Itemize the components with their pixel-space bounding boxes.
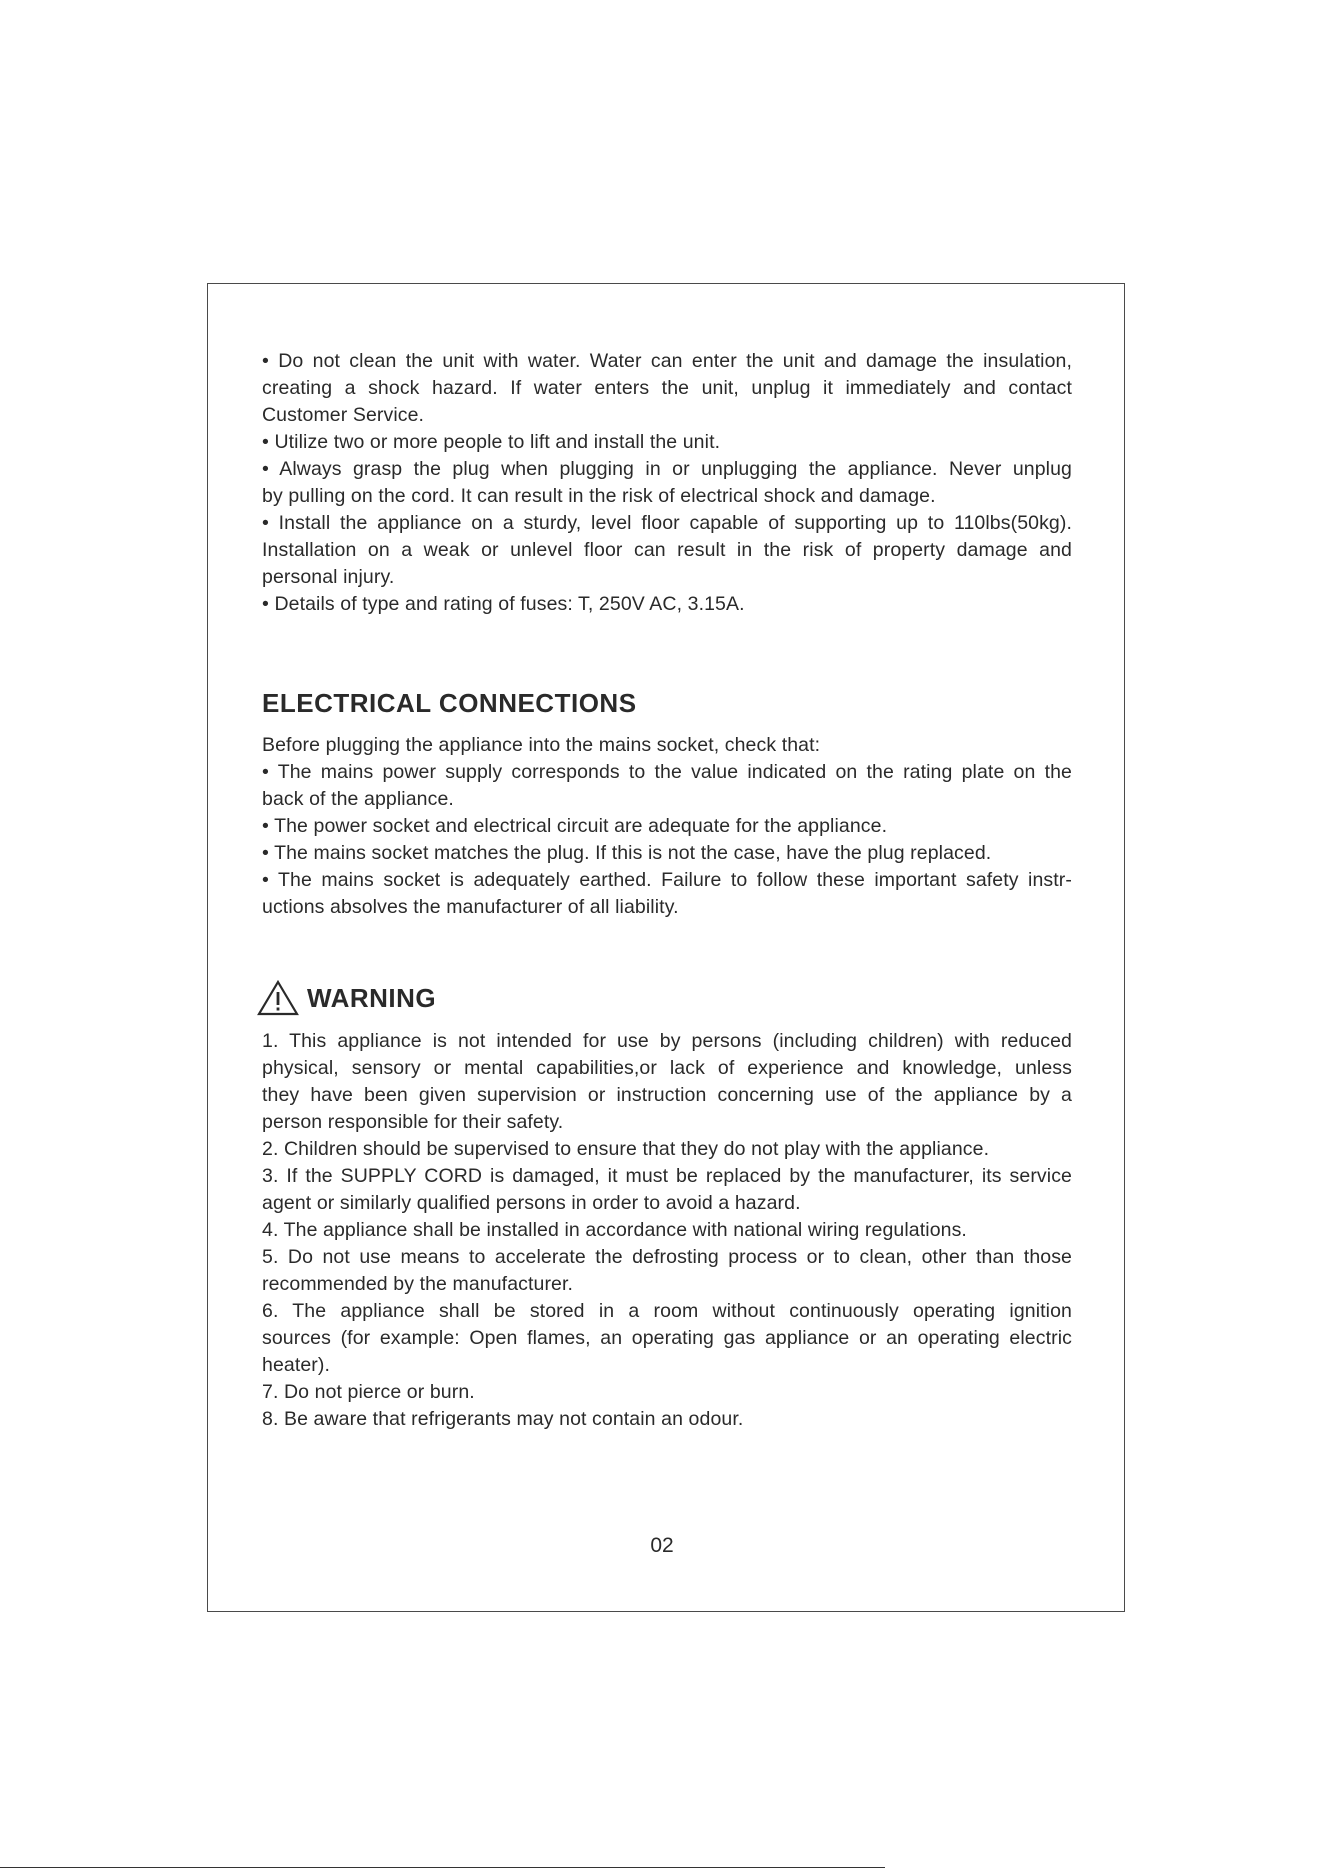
safety-line-1: • Do not clean the unit with water. Water can enter the unit and damage the insulation,	[262, 350, 1072, 372]
electrical-line-5: • The mains socket matches the plug. If this is not the case, have the plug replaced.	[262, 842, 992, 864]
safety-line-5: • Always grasp the plug when plugging in or unplugging the appliance. Never unplug	[262, 458, 1072, 480]
warning-line-13: heater).	[262, 1354, 331, 1376]
safety-line-3: Customer Service.	[262, 404, 425, 426]
warning-line-7: agent or similarly qualified persons in order to avoid a hazard.	[262, 1192, 801, 1214]
warning-heading: WARNING	[307, 983, 437, 1013]
electrical-line-2: • The mains power supply corresponds to the value indicated on the rating plate on the	[262, 761, 1072, 783]
bottom-edge-rule	[0, 1867, 885, 1868]
electrical-line-4: • The power socket and electrical circuit are adequate for the appliance.	[262, 815, 888, 837]
warning-heading-row	[257, 980, 1072, 1016]
safety-line-8: Installation on a weak or unlevel floor can result in the risk of property damage and	[262, 539, 1072, 561]
electrical-line-1: Before plugging the appliance into the mains socket, check that:	[262, 734, 821, 756]
safety-line-10: • Details of type and rating of fuses: T, 250V AC, 3.15A.	[262, 593, 745, 615]
electrical-connections-section	[262, 686, 1072, 921]
warning-line-3: they have been given supervision or instruction concerning use of the appliance by a	[262, 1084, 1072, 1106]
electrical-line-7: uctions absolves the manufacturer of all liability.	[262, 896, 679, 918]
warning-line-12: sources (for example: Open flames, an operating gas appliance or an operating electric	[262, 1327, 1072, 1349]
warning-line-4: person responsible for their safety.	[262, 1111, 564, 1133]
page-number: 02	[650, 1534, 674, 1557]
warning-section	[262, 980, 1072, 1433]
safety-line-6: by pulling on the cord. It can result in the risk of electrical shock and damage.	[262, 485, 936, 507]
safety-line-7: • Install the appliance on a sturdy, level floor capable of supporting up to 110lbs(50kg).	[262, 512, 1072, 534]
electrical-line-6: • The mains socket is adequately earthed. Failure to follow these important safety instr-	[262, 869, 1072, 891]
electrical-heading: ELECTRICAL CONNECTIONS	[262, 688, 637, 718]
warning-line-9: 5. Do not use means to accelerate the defrosting process or to clean, other than those	[262, 1246, 1072, 1268]
warning-line-14: 7. Do not pierce or burn.	[262, 1381, 475, 1403]
electrical-line-3: back of the appliance.	[262, 788, 454, 810]
safety-instructions	[262, 348, 1072, 618]
warning-line-6: 3. If the SUPPLY CORD is damaged, it must be replaced by the manufacturer, its service	[262, 1165, 1072, 1187]
safety-line-4: • Utilize two or more people to lift and install the unit.	[262, 431, 721, 453]
warning-line-5: 2. Children should be supervised to ensure that they do not play with the appliance.	[262, 1138, 990, 1160]
warning-line-2: physical, sensory or mental capabilities,or lack of experience and knowledge, unless	[262, 1057, 1072, 1079]
warning-line-1: 1. This appliance is not intended for use by persons (including children) with reduced	[262, 1030, 1072, 1052]
safety-line-2: creating a shock hazard. If water enters the unit, unplug it immediately and contact	[262, 377, 1072, 399]
warning-line-15: 8. Be aware that refrigerants may not contain an odour.	[262, 1408, 744, 1430]
warning-line-8: 4. The appliance shall be installed in accordance with national wiring regulations.	[262, 1219, 967, 1241]
safety-line-9: personal injury.	[262, 566, 395, 588]
warning-line-10: recommended by the manufacturer.	[262, 1273, 574, 1295]
warning-line-11: 6. The appliance shall be stored in a room without continuously operating ignition	[262, 1300, 1072, 1322]
warning-triangle-icon	[257, 980, 299, 1016]
